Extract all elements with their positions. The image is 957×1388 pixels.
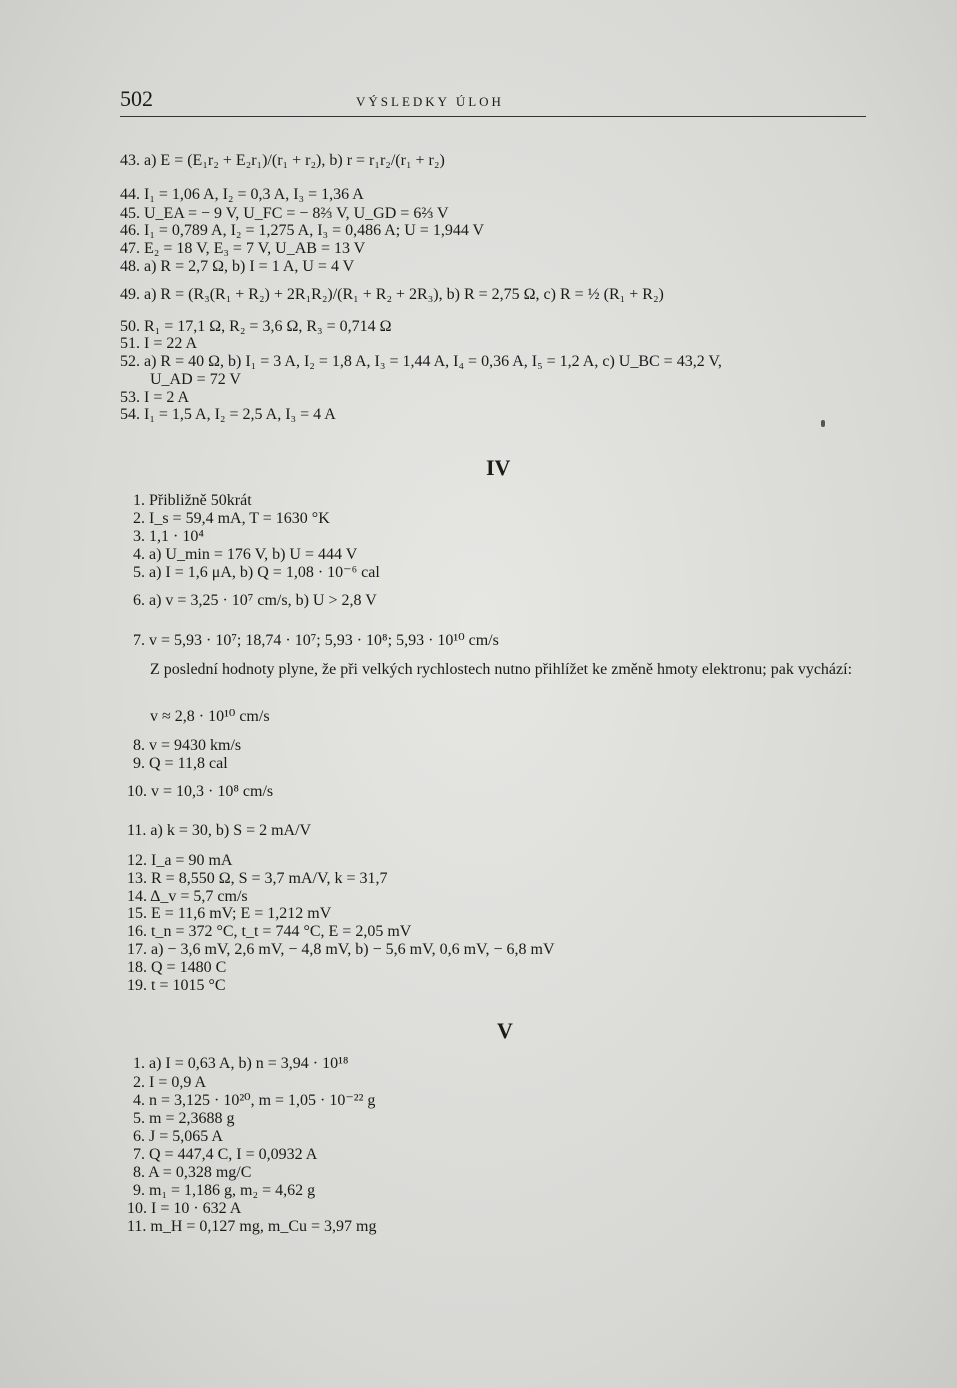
iv-answer-4: 4. a) U_min = 176 V, b) U = 444 V bbox=[133, 546, 358, 563]
iv-answer-7-note: Z poslední hodnoty plyne, že při velkých rychlostech nutno přihlížet ke změně hmoty elektronu; pak vychází: bbox=[150, 661, 853, 678]
v-answer-8: 8. A = 0,328 mg/C bbox=[133, 1164, 252, 1181]
answer-44: 44. I₁ = 1,06 A, I₂ = 0,3 A, I₃ = 1,36 A bbox=[120, 186, 364, 203]
answer-47: 47. E₂ = 18 V, E₃ = 7 V, U_AB = 13 V bbox=[120, 240, 366, 257]
answer-52: 52. a) R = 40 Ω, b) I₁ = 3 A, I₂ = 1,8 A, I₃ = 1,44 A, I₄ = 0,36 A, I₅ = 1,2 A, c) U_BC = 43,2 V, bbox=[120, 353, 722, 370]
answer-46: 46. I₁ = 0,789 A, I₂ = 1,275 A, I₃ = 0,486 A; U = 1,944 V bbox=[120, 222, 485, 239]
iv-answer-7-result: v ≈ 2,8 · 10¹⁰ cm/s bbox=[150, 708, 270, 725]
answer-53: 53. I = 2 A bbox=[120, 389, 190, 406]
section-iv-heading: IV bbox=[486, 455, 511, 480]
iv-answer-17: 17. a) − 3,6 mV, 2,6 mV, − 4,8 mV, b) − 5,6 mV, 0,6 mV, − 6,8 mV bbox=[127, 941, 555, 958]
v-answer-10: 10. I = 10 · 632 A bbox=[127, 1200, 242, 1217]
v-answer-9: 9. m₁ = 1,186 g, m₂ = 4,62 g bbox=[133, 1182, 316, 1199]
iv-answer-13: 13. R = 8,550 Ω, S = 3,7 mA/V, k = 31,7 bbox=[127, 870, 388, 887]
v-answer-7: 7. Q = 447,4 C, I = 0,0932 A bbox=[133, 1146, 318, 1163]
iv-answer-6: 6. a) v = 3,25 · 10⁷ cm/s, b) U > 2,8 V bbox=[133, 592, 377, 609]
section-v-heading: V bbox=[497, 1018, 513, 1043]
iv-answer-16: 16. t_n = 372 °C, t_t = 744 °C, E = 2,05 mV bbox=[127, 923, 412, 940]
v-answer-1: 1. a) I = 0,63 A, b) n = 3,94 · 10¹⁸ bbox=[133, 1055, 349, 1072]
iv-answer-5: 5. a) I = 1,6 μA, b) Q = 1,08 · 10⁻⁶ cal bbox=[133, 564, 380, 581]
answer-51: 51. I = 22 A bbox=[120, 335, 198, 352]
iv-answer-15: 15. E = 11,6 mV; E = 1,212 mV bbox=[127, 905, 332, 922]
iv-answer-7: 7. v = 5,93 · 10⁷; 18,74 · 10⁷; 5,93 · 10⁸; 5,93 · 10¹⁰ cm/s bbox=[133, 632, 499, 649]
answer-43: 43. a) E = (E₁r₂ + E₂r₁)/(r₁ + r₂), b) r = r₁r₂/(r₁ + r₂) bbox=[120, 152, 445, 169]
print-speck bbox=[821, 420, 825, 427]
answer-45: 45. U_EA = − 9 V, U_FC = − 8⅔ V, U_GD = 6⅔ V bbox=[120, 205, 449, 222]
v-answer-11: 11. m_H = 0,127 mg, m_Cu = 3,97 mg bbox=[127, 1218, 377, 1235]
page-number: 502 bbox=[120, 86, 153, 111]
answer-54: 54. I₁ = 1,5 A, I₂ = 2,5 A, I₃ = 4 A bbox=[120, 406, 336, 423]
iv-answer-9: 9. Q = 11,8 cal bbox=[133, 755, 228, 772]
v-answer-4: 4. n = 3,125 · 10²⁰, m = 1,05 · 10⁻²² g bbox=[133, 1092, 376, 1109]
answer-49: 49. a) R = (R₃(R₁ + R₂) + 2R₁R₂)/(R₁ + R₂ + 2R₃), b) R = 2,75 Ω, c) R = ½ (R₁ + R₂) bbox=[120, 286, 664, 303]
header-rule bbox=[120, 116, 866, 117]
answer-50: 50. R₁ = 17,1 Ω, R₂ = 3,6 Ω, R₃ = 0,714 Ω bbox=[120, 318, 392, 335]
iv-answer-8: 8. v = 9430 km/s bbox=[133, 737, 242, 754]
v-answer-5: 5. m = 2,3688 g bbox=[133, 1110, 235, 1127]
iv-answer-10: 10. v = 10,3 · 10⁸ cm/s bbox=[127, 783, 274, 800]
iv-answer-3: 3. 1,1 · 10⁴ bbox=[133, 528, 204, 545]
answer-48: 48. a) R = 2,7 Ω, b) I = 1 A, U = 4 V bbox=[120, 258, 355, 275]
iv-answer-11: 11. a) k = 30, b) S = 2 mA/V bbox=[127, 822, 312, 839]
v-answer-6: 6. J = 5,065 A bbox=[133, 1128, 223, 1145]
iv-answer-1: 1. Přibližně 50krát bbox=[133, 492, 252, 509]
running-header: VÝSLEDKY ÚLOH bbox=[356, 94, 504, 109]
iv-answer-2: 2. I_s = 59,4 mA, T = 1630 °K bbox=[133, 510, 330, 527]
iv-answer-14: 14. Δ_v = 5,7 cm/s bbox=[127, 888, 248, 905]
iv-answer-19: 19. t = 1015 °C bbox=[127, 977, 226, 994]
answer-52-cont: U_AD = 72 V bbox=[150, 371, 241, 388]
iv-answer-12: 12. I_a = 90 mA bbox=[127, 852, 233, 869]
iv-answer-18: 18. Q = 1480 C bbox=[127, 959, 227, 976]
v-answer-2: 2. I = 0,9 A bbox=[133, 1074, 207, 1091]
